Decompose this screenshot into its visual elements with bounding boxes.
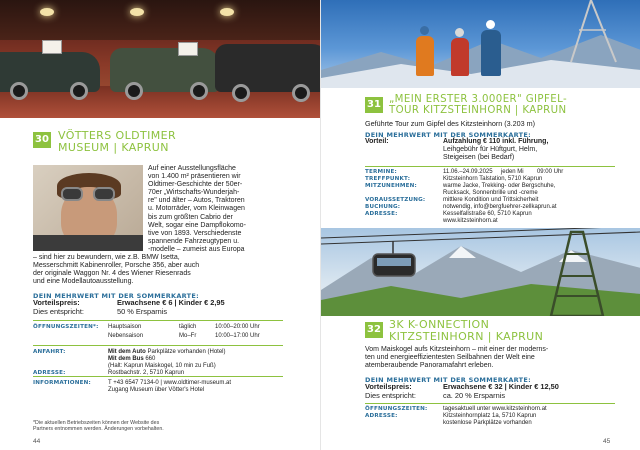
arrival-label: ANFAHRT: [33,349,66,355]
hours-label: ÖFFNUNGSZEITEN*: [33,324,99,330]
climber [481,30,501,76]
info-key: ADRESSE: [365,211,398,217]
section-divider [365,166,615,167]
helmet [420,26,429,35]
contact-info [33,380,293,396]
item-number-badge: 30 [33,132,51,148]
text-line: Welt, sogar eine Dampflokomo- [148,221,246,229]
info-sign [178,42,198,56]
car-wheel [70,82,88,100]
text-line: atemberaubende Panoramafahrt erleben. [365,362,494,370]
text-line: der originale Waggon Nr. 4 des Wiener Riesenrads [33,270,191,278]
page-number: 45 [603,438,611,445]
info-sign [42,40,62,54]
benefit-heading: DEIN MEHRWERT MIT DER SOMMERKARTE: [365,131,532,139]
savings-label: Dies entspricht: [33,307,84,316]
savings-label: Dies entspricht: [365,391,416,400]
info-value: Kitzsteinhornplatz 1a, 5710 Kaprun [443,413,537,419]
info-label: INFORMATIONEN: [33,380,91,386]
item-title-line1: VÖTTERS OLDTIMER [58,129,177,142]
car-wheel [190,82,208,100]
info-key: TREFFPUNKT: [365,176,411,182]
vorteil-label: Vorteil: [365,138,389,145]
info-key: ADRESSE: [365,413,398,419]
museum-description-full [33,254,293,286]
text-line: u. Motorräder, vom Kleinwagen [148,205,245,213]
vorteil-line: Aufzahlung € 110 inkl. Führung, [443,138,549,145]
car-wheel [125,82,143,100]
goggle-icon [61,187,83,201]
address-value: Rostbachstr. 2, 5710 Kaprun [108,370,185,376]
text-line: ten und energieeffizientesten Seilbahnen der Welt eine [365,354,535,362]
gondola-photo [321,228,640,316]
section-divider [365,403,615,404]
item-number-badge: 32 [365,322,383,338]
info-value: Kesselfallstraße 60, 5710 Kaprun [443,211,532,217]
section-divider [33,345,283,346]
gondola-description [365,346,625,370]
helmet [486,20,495,29]
address-label: ADRESSE: [33,370,66,376]
hours-season: Nebensaison [108,333,144,339]
car-wheel [232,84,250,102]
text-line: und eine Modellautoausstellung. [33,278,134,286]
coat [33,235,143,251]
item-number-badge: 31 [365,97,383,113]
item-title-line1: „MEIN ERSTER 3.000ER" GIPFEL- [389,94,568,105]
text-line: 70er „Wirtschafts-Wunderjah- [148,189,240,197]
text-line: Auf einer Ausstellungsfläche [148,165,236,172]
info-line: Zugang Museum über Vötter's Hotel [108,387,205,393]
vorteil-row [365,138,389,146]
info-value: 11.06.–24.09.2025 jeden Mi 09:00 Uhr [443,169,564,175]
benefit-heading: DEIN MEHRWERT MIT DER SOMMERKARTE: [33,292,200,300]
section-divider [33,320,283,321]
ceiling-lamp [220,8,234,16]
info-value: warme Jacke, Trekking- oder Bergschuhe, [443,183,556,189]
info-value: mittlere Kondition und Trittsicherheit [443,197,539,203]
savings-value: 50 % Ersparnis [117,307,168,316]
section-divider [33,376,283,377]
summit-climbers-photo [321,0,640,88]
info-value: Kitzsteinhorn Talstation, 5710 Kaprun [443,176,543,182]
text-line: spannende Fahrzeugtypen u. [148,237,240,245]
museum-owner-portrait [33,165,143,251]
item-title-line2: TOUR KITZSTEINHORN | KAPRUN [389,105,567,116]
arrival-bus-stop: (Halt: Kaprun Maiskogel, 10 min zu Fuß) [108,363,216,369]
hours-time: 10:00–20:00 Uhr [215,324,260,330]
info-value: Rucksack, Sonnenbrille und -creme [443,190,538,196]
car-wheel [292,84,310,102]
savings-row [365,392,505,401]
helmet [455,28,464,37]
arrival-car: Mit dem Auto Parkplätze vorhanden (Hotel) [108,349,226,355]
vorteil-line: Leihgebühr für Hüftgurt, Helm, [443,146,538,153]
item-title-line2: MUSEUM | KAPRUN [58,141,169,154]
oldtimer-museum-photo [0,0,320,118]
text-line: re" und älter – Autos, Traktoren [148,197,245,205]
text-line: – sind hier zu bewundern, wie z.B. BMW Isetta, [33,254,180,261]
info-value[interactable]: tagesaktuell unter www.kitzsteinhorn.at [443,406,547,412]
text-line: von 1.400 m² präsentieren wir [148,173,241,181]
info-key: MITZUNEHMEN: [365,183,417,189]
info-key: BUCHUNG: [365,204,401,210]
info-value[interactable]: www.kitzsteinhorn.at [443,218,498,224]
hours-days: täglich [179,324,197,330]
footnote-line: *Die aktuellen Betriebszeiten können der Website des [33,420,160,426]
text-line: tive von 1893. Verschiedenste [148,229,242,237]
price-label: Vorteilspreis: [365,382,412,391]
vorteil-line: Steigeisen (bei Bedarf) [443,154,515,161]
text-line: -modelle – zumeist aus Europa [148,245,245,253]
price-value: Erwachsene € 32 | Kinder € 12,50 [443,382,559,391]
savings-value: ca. 20 % Ersparnis [443,391,506,400]
climber [416,36,434,76]
info-value[interactable]: notwendig, info@bergfuehrer-zellkaprun.at [443,204,557,210]
text-line: Messerschmitt Kabinenroller, Porsche 356, aber auch [33,262,200,270]
right-page [320,0,640,450]
tour-subtitle: Geführte Tour zum Gipfel des Kitzsteinhorn (3.203 m) [365,119,536,128]
vorteil-details [443,138,548,162]
arrival-info [33,349,293,379]
footnote [33,420,233,433]
climber [451,38,469,76]
text-line: Vom Maiskogel aufs Kitzsteinhorn – mit einer der moderns- [365,346,549,353]
hours-time: 10:00–17:00 Uhr [215,333,260,339]
text-line: bis zum größten Cabrio der [148,213,233,221]
opening-hours [33,324,293,344]
arrival-bus: Mit dem Bus 660 [108,356,156,362]
museum-wall [0,0,320,40]
info-key: VORAUSSETZUNG: [365,197,426,203]
footnote-line: Partners entnommen werden. Änderungen vorbehalten. [33,426,164,433]
tour-info [365,169,625,227]
info-line[interactable]: T +43 6547 7134-0 | www.oldtimer-museum.at [108,380,232,386]
info-value: kostenlose Parkplätze vorhanden [443,420,532,426]
museum-description-right [148,165,288,254]
ceiling-lamp [40,8,54,16]
hours-season: Hauptsaison [108,324,142,330]
gondola-scene [321,228,640,316]
page-number: 44 [33,438,41,445]
goggle-icon [93,187,115,201]
car-wheel [10,82,28,100]
price-value: Erwachsene € 6 | Kinder € 2,95 [117,298,225,307]
text-line: Oldtimer-Geschichte der 50er- [148,181,243,189]
ceiling-lamp [130,8,144,16]
item-title-line2: KITZSTEINHORN | KAPRUN [389,330,544,343]
savings-row [33,308,167,317]
hours-days: Mo–Fr [179,333,197,339]
price-label: Vorteilspreis: [33,298,80,307]
benefit-heading: DEIN MEHRWERT MIT DER SOMMERKARTE: [365,376,532,384]
item-title-line1: 3K K-ONNECTION [389,318,490,331]
gondola-info [365,406,625,430]
info-key: TERMINE: [365,169,397,175]
info-key: ÖFFNUNGSZEITEN: [365,406,428,412]
